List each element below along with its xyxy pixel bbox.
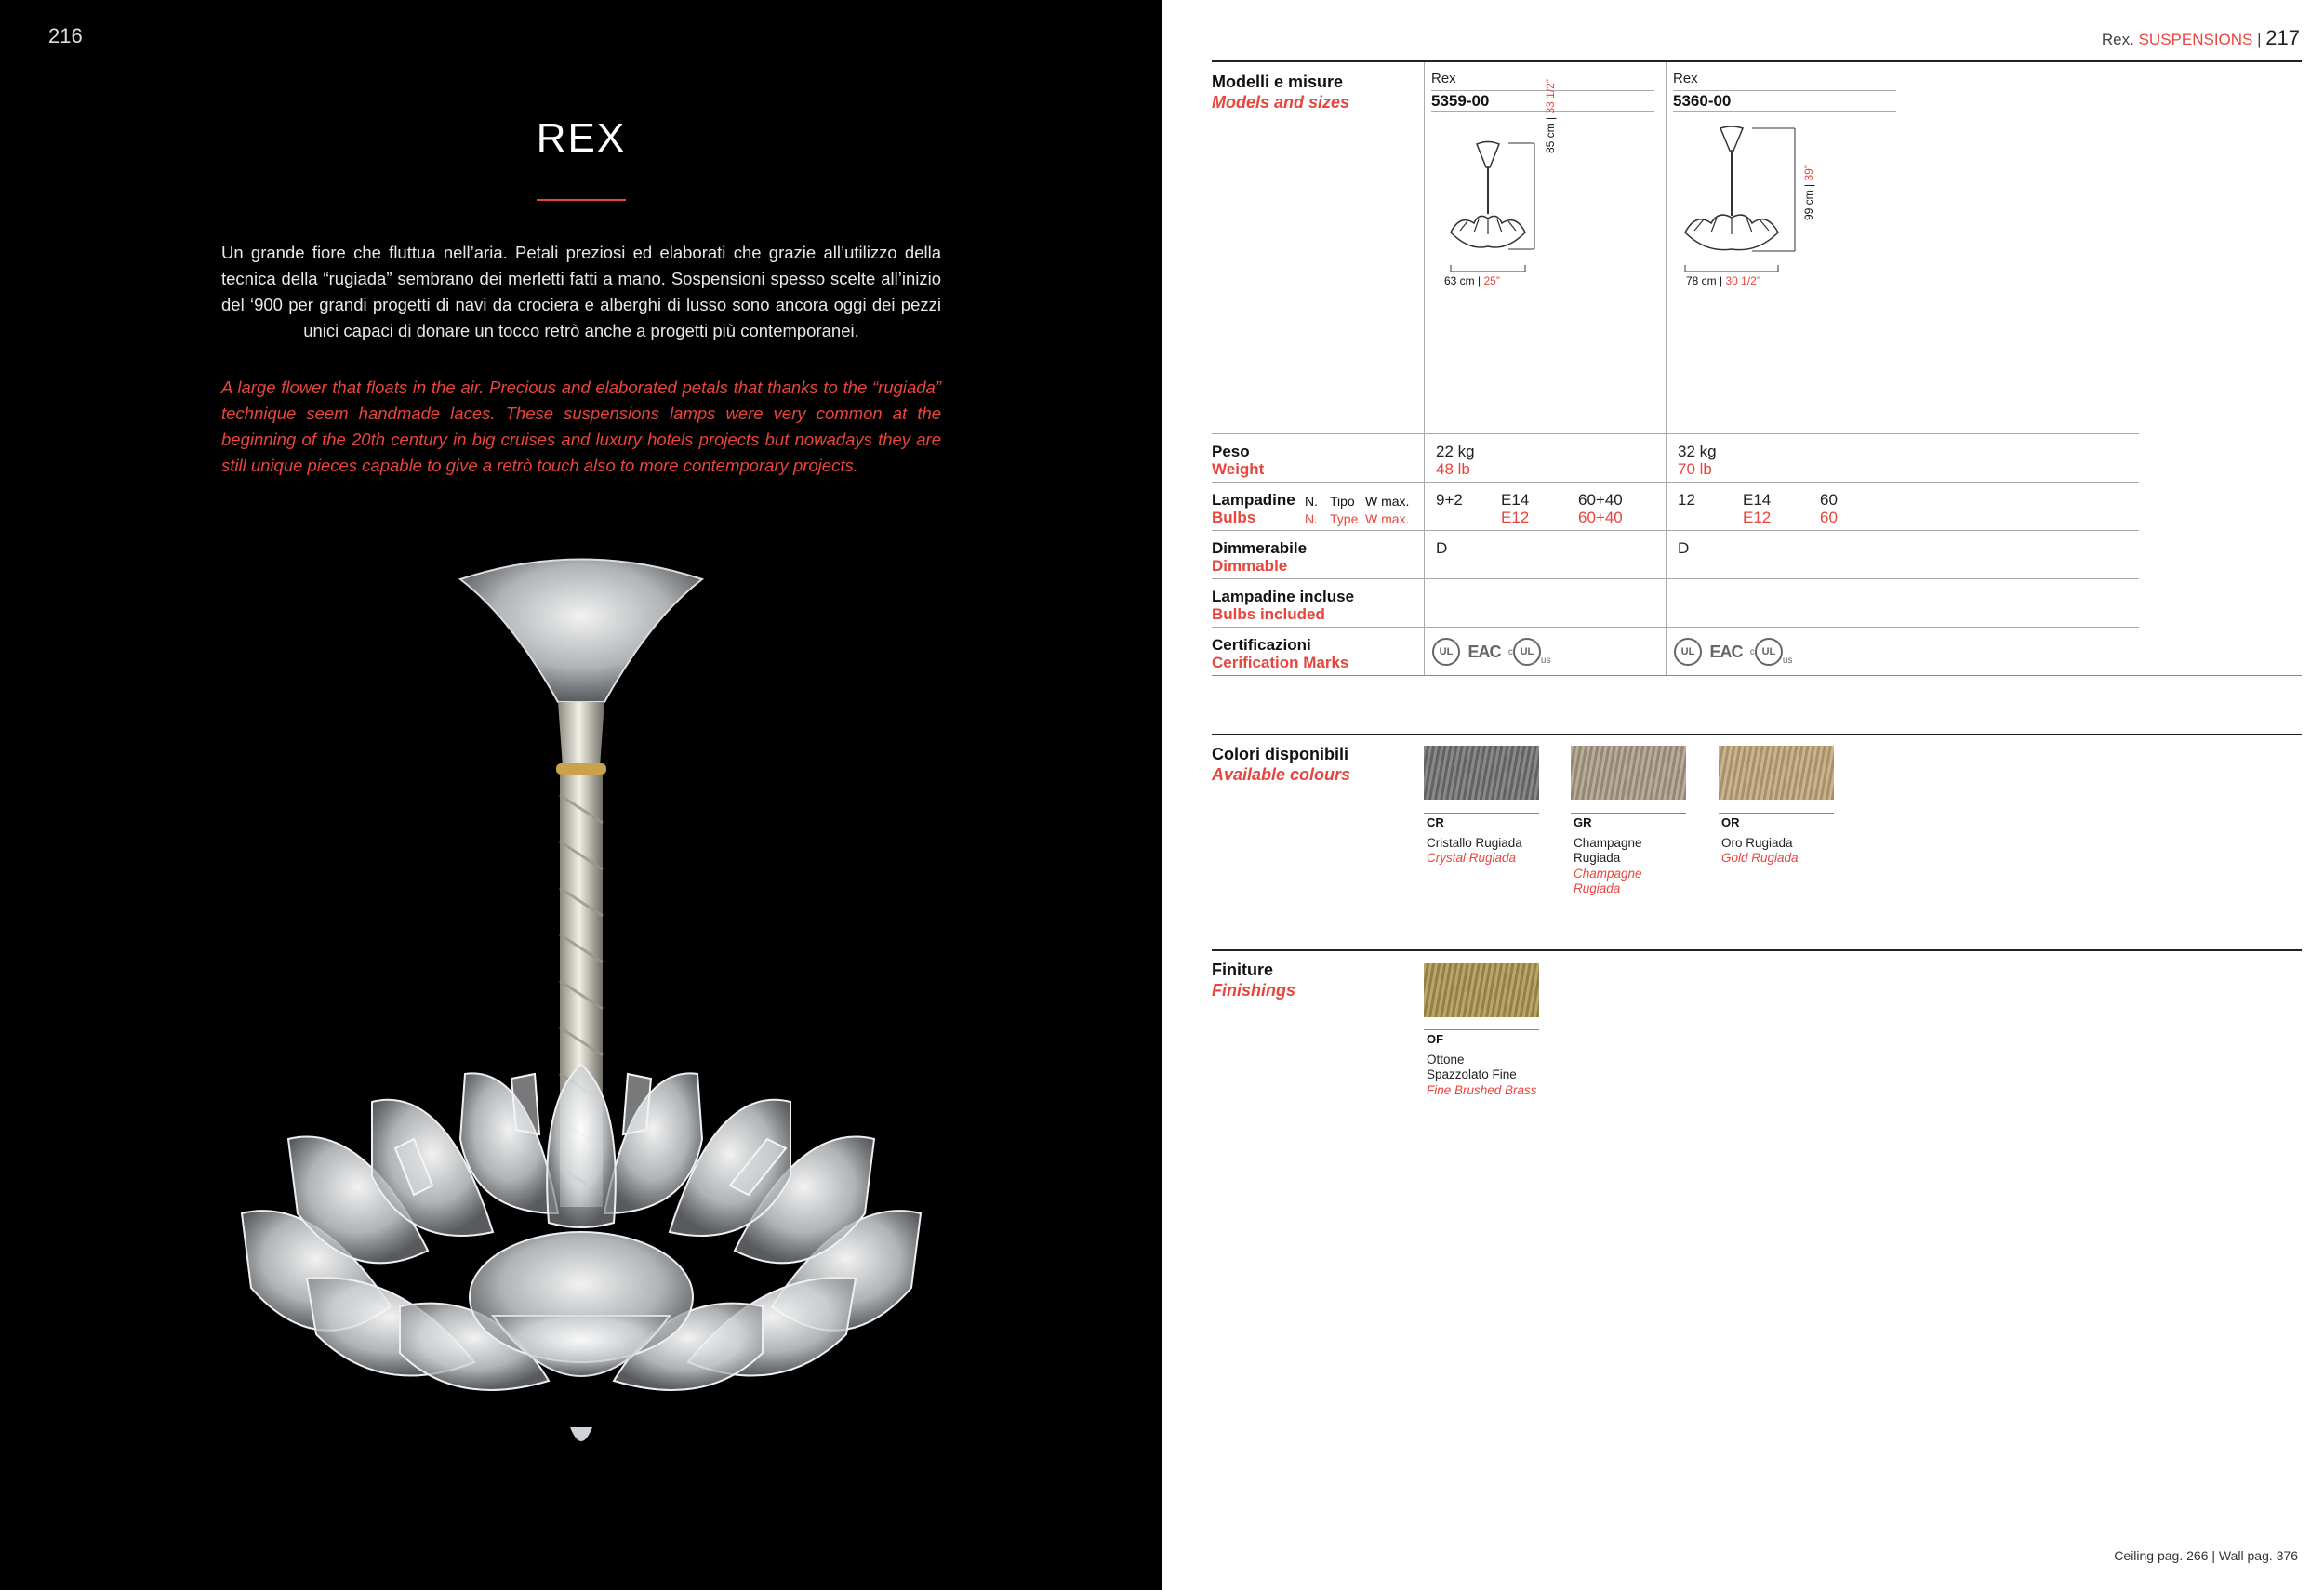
weight-label-it: Peso (1212, 443, 1250, 460)
colours-rule (1212, 734, 2302, 735)
ul-mark-icon: UL (1432, 638, 1460, 666)
header-category: SUSPENSIONS (2138, 31, 2253, 48)
swatch-or-rule (1719, 813, 1834, 814)
model2-width-cm: 78 cm (1686, 274, 1717, 287)
model2-name: Rex (1673, 71, 1698, 86)
model1-bulbs-type: E14 (1501, 491, 1530, 509)
models-label-it: Modelli e misure (1212, 73, 1344, 91)
colour-gr-code: GR (1574, 815, 1592, 829)
cul-us-label: us (1540, 656, 1551, 666)
model2-weight-lb: 70 lb (1678, 460, 1712, 478)
model1-weight-kg: 22 kg (1436, 443, 1475, 460)
finishings-label-it: Finiture (1212, 961, 1273, 979)
cert-label-it: Certificazioni (1212, 636, 1311, 654)
model2-dimmable: D (1678, 539, 1690, 557)
right-page (1162, 0, 2324, 1590)
model1-name-rule (1431, 90, 1654, 91)
bulbs-included-label-en: Bulbs included (1212, 605, 1325, 623)
models-label-en: Models and sizes (1212, 93, 1350, 112)
colour-or-name-it: Oro Rugiada (1721, 836, 1793, 850)
model1-height-in: 33 1/2” (1544, 79, 1557, 114)
model1-cert-marks (1432, 638, 1550, 666)
colour-cr-code: CR (1427, 815, 1444, 829)
model2-name-rule (1673, 90, 1896, 91)
chandelier-photo (214, 544, 949, 1474)
page-header (2102, 26, 2300, 50)
model2-bulbs-n: 12 (1678, 491, 1695, 509)
model1-width-in: 25” (1483, 274, 1500, 287)
model2-height-label: 99 cm | 39” (1802, 165, 1815, 220)
dimmable-label-it: Dimmerabile (1212, 539, 1308, 557)
model1-dimmable: D (1436, 539, 1448, 557)
model2-height-cm: 99 cm (1802, 190, 1815, 220)
finishings-rule (1212, 949, 2302, 951)
bulbs-type-label: Type (1330, 511, 1359, 526)
page-number-right: 217 (2265, 26, 2300, 49)
bulbs-wmax-label-en: W max. (1365, 511, 1410, 526)
table-rule-5 (1212, 627, 2139, 628)
colour-gr-name-it: Champagne Rugiada (1574, 836, 1642, 865)
model2-bulbs-type: E14 (1743, 491, 1772, 509)
footer-separator: | (2211, 1548, 2216, 1563)
colour-or-code: OR (1721, 815, 1740, 829)
bulbs-n-label: N. (1305, 494, 1318, 509)
ul-mark-icon: UL (1674, 638, 1702, 666)
bulbs-wmax-label: W max. (1365, 494, 1410, 509)
colour-cr-name-en: Crystal Rugiada (1427, 851, 1517, 865)
header-separator: | (2257, 31, 2262, 48)
model1-width-label: 63 cm | 25” (1444, 274, 1500, 287)
product-title: REX (536, 115, 627, 161)
bulbs-tipo-label: Tipo (1330, 494, 1355, 509)
model1-width-cm: 63 cm (1444, 274, 1475, 287)
cul-c-label: c (1507, 646, 1513, 657)
model2-dimension-drawing (1674, 123, 1813, 281)
model1-weight-lb: 48 lb (1436, 460, 1470, 478)
title-underline (537, 199, 626, 201)
table-rule-3 (1212, 530, 2139, 531)
swatch-gr-rule (1571, 813, 1686, 814)
swatch-of-rule (1424, 1029, 1539, 1030)
colour-cr-name-it: Cristallo Rugiada (1427, 836, 1522, 850)
model2-bulbs-w-us: 60 (1820, 509, 1838, 526)
eac-mark-icon: EAC (1709, 642, 1743, 661)
header-product: Rex. (2101, 31, 2134, 48)
finishings-label-en: Finishings (1212, 981, 1295, 1000)
swatch-or[interactable] (1719, 746, 1834, 800)
description-italian: Un grande fiore che fluttua nell’aria. Petali preziosi ed elaborati che grazie all’utilizzo della tecnica della “rugiada” sembrano dei merletti fatti a mano. Sospensioni spesso scelte all’inizio del ‘900 per grandi progetti di navi da crociera e alberghi di lusso sono ancora oggi dei pezzi unici capaci di donare un tocco retrò anche a progetti più contemporanei. (221, 243, 941, 340)
finish-of-code: OF (1427, 1032, 1444, 1046)
eac-mark-icon: EAC (1467, 642, 1501, 661)
swatch-cr-rule (1424, 813, 1539, 814)
cert-label-en: Cerification Marks (1212, 654, 1349, 671)
cross-reference-footer (2114, 1548, 2298, 1563)
model2-weight-kg: 32 kg (1678, 443, 1717, 460)
table-rule-6 (1212, 675, 2302, 676)
model1-height-cm: 85 cm (1544, 123, 1557, 153)
model2-code: 5360-00 (1673, 92, 1732, 110)
weight-label-en: Weight (1212, 460, 1265, 478)
swatch-of[interactable] (1424, 963, 1539, 1017)
bulbs-label-it: Lampadine (1212, 491, 1295, 509)
header-rule (1212, 60, 2302, 62)
page-number-left: 216 (48, 24, 83, 47)
table-rule-4 (1212, 578, 2139, 579)
model2-height-in: 39” (1802, 165, 1815, 181)
model2-width-in: 30 1/2” (1725, 274, 1760, 287)
finish-of-name-en: Fine Brushed Brass (1427, 1083, 1537, 1097)
swatch-gr[interactable] (1571, 746, 1686, 800)
column-divider-1 (1424, 62, 1425, 676)
bulbs-label-en: Bulbs (1212, 509, 1256, 526)
model2-width-label: 78 cm | 30 1/2” (1686, 274, 1760, 287)
cul-mark-icon: UL (1513, 638, 1541, 666)
finish-of-name-it: Ottone Spazzolato Fine (1427, 1053, 1517, 1081)
model1-bulbs-w: 60+40 (1578, 491, 1623, 509)
model1-code-rule (1431, 111, 1654, 112)
model2-bulbs-type-us: E12 (1743, 509, 1772, 526)
cul-c-label: c (1749, 646, 1755, 657)
table-rule-1 (1212, 433, 2139, 434)
ceiling-ref: Ceiling pag. 266 (2114, 1548, 2209, 1563)
description-english: A large flower that floats in the air. Precious and elaborated petals that thanks to the “rugiada” technique seem handmade laces. These suspensions lamps were very common at the beginning of the 20th century in big cruises and luxury hotels projects but nowadays they are still unique pieces capable to give a retrò touch also to more contemporary projects. (221, 378, 941, 475)
colours-label-it: Colori disponibili (1212, 745, 1348, 763)
model1-bulbs-w-us: 60+40 (1578, 509, 1623, 526)
model1-bulbs-type-us: E12 (1501, 509, 1530, 526)
wall-ref: Wall pag. 376 (2218, 1548, 2298, 1563)
model2-code-rule (1673, 111, 1896, 112)
colour-or-name-en: Gold Rugiada (1721, 851, 1799, 865)
bulbs-n-label-en: N. (1305, 511, 1318, 526)
model2-bulbs-w: 60 (1820, 491, 1838, 509)
column-divider-2 (1666, 62, 1667, 676)
table-rule-2 (1212, 482, 2139, 483)
model1-name: Rex (1431, 71, 1456, 86)
bulbs-included-label-it: Lampadine incluse (1212, 588, 1355, 605)
dimmable-label-en: Dimmable (1212, 557, 1288, 575)
swatch-cr[interactable] (1424, 746, 1539, 800)
colour-gr-name-en: Champagne Rugiada (1574, 867, 1642, 895)
colours-label-en: Available colours (1212, 765, 1351, 784)
model2-cert-marks (1674, 638, 1792, 666)
cul-us-label: us (1782, 656, 1793, 666)
model1-bulbs-n: 9+2 (1436, 491, 1463, 509)
model1-height-label: 85 cm | 33 1/2” (1544, 79, 1557, 153)
cul-mark-icon: UL (1755, 638, 1783, 666)
model1-code: 5359-00 (1431, 92, 1490, 110)
model1-dimension-drawing (1432, 130, 1544, 279)
